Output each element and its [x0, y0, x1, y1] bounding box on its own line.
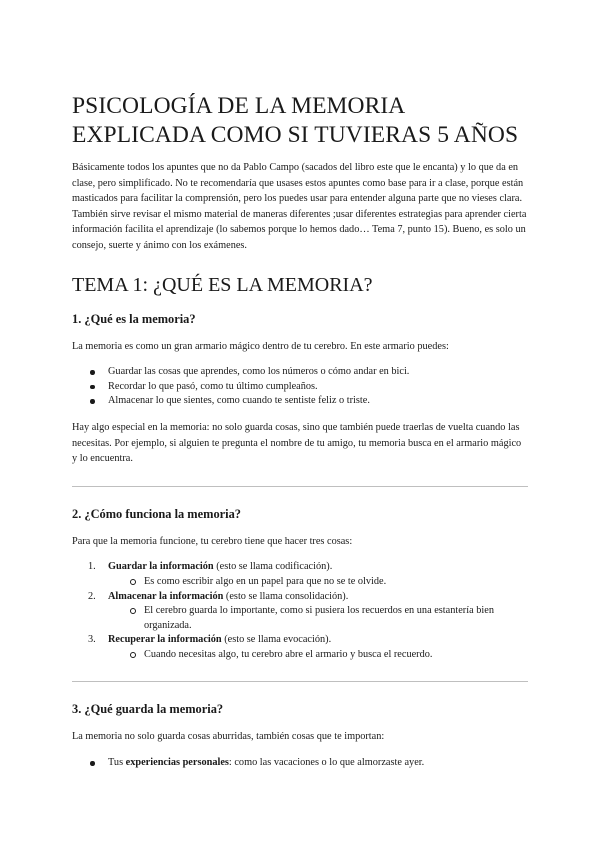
title-line-1: PSICOLOGÍA DE LA MEMORIA — [72, 93, 406, 119]
list-item: Almacenar lo que sientes, como cuando te sentiste feliz o triste. — [72, 394, 528, 409]
section-3-lead: La memoria no solo guarda cosas aburridas, también cosas que te importan: — [72, 731, 385, 743]
list-item — [72, 756, 528, 771]
list-item — [72, 590, 528, 634]
title-line-2: EXPLICADA COMO SI TUVIERAS 5 AÑOS — [72, 122, 519, 148]
list-number: 2. — [88, 590, 96, 602]
section-2-lead: Para que la memoria funcione, tu cerebro tiene que hacer tres cosas: — [72, 535, 353, 547]
section-3-bullet-list — [72, 756, 528, 771]
bullet-bold-term: experiencias personales — [125, 757, 229, 769]
list-item: Guardar las cosas que aprendes, como los números o cómo andar en bici. — [72, 365, 528, 380]
step-title: Recuperar la información — [108, 634, 222, 646]
section-1-lead: La memoria es como un gran armario mágico dentro de tu cerebro. En este armario puedes: — [72, 340, 449, 352]
step-title: Guardar la información — [108, 561, 214, 573]
section-divider — [72, 486, 528, 487]
section-1-heading: 1. ¿Qué es la memoria? — [72, 311, 196, 326]
list-item: Recordar lo que pasó, como tu último cumpleaños. — [72, 380, 528, 395]
section-2-numbered-list — [72, 560, 528, 662]
list-number: 1. — [88, 561, 96, 573]
step-note: (esto se llama consolidación). — [223, 590, 349, 602]
step-title: Almacenar la información — [108, 590, 224, 602]
section-divider — [72, 681, 528, 682]
section-1-bullet-list — [72, 365, 528, 409]
sub-list-item: Cuando necesitas algo, tu cerebro abre el armario y busca el recuerdo. — [108, 648, 528, 663]
bullet-rest: : como las vacaciones o lo que almorzaste ayer. — [228, 757, 425, 769]
section-1-closing: Hay algo especial en la memoria: no solo guarda cosas, sino que también puede traerlas de vuelta cuando las necesitas. Por ejemplo, si alguien te pregunta el nombre de tu amigo, tu memoria busca en el armario mágico y lo encuentra. — [72, 421, 522, 465]
sub-list-item: El cerebro guarda lo importante, como si pusiera los recuerdos en una estantería bien organizada. — [108, 604, 528, 633]
document-title — [72, 92, 528, 150]
step-note: (esto se llama evocación). — [221, 634, 332, 646]
bullet-prefix: Tus — [108, 757, 126, 769]
section-2-heading: 2. ¿Cómo funciona la memoria? — [72, 506, 241, 521]
list-item — [72, 633, 528, 662]
tema-1-heading: TEMA 1: ¿QUÉ ES LA MEMORIA? — [72, 273, 373, 296]
sub-list-item: Es como escribir algo en un papel para que no se te olvide. — [108, 575, 528, 590]
document-body — [72, 92, 528, 771]
intro-paragraph: Básicamente todos los apuntes que no da Pablo Campo (sacados del libro este que le encanta) y lo que da en clase, pero simplificado. No te recomendaría que usases estos apuntes como base para ir a clase, porque están masticados para facilitar la comprensión, pero los puedes usar para entender alguna parte que no vieses clara. También sirve revisar el mismo material de maneras diferentes ;usar diferentes estrategias para aprender cierta información facilita el aprendizaje (lo sabemos porque lo hemos dado… Tema 7, punto 15). Bueno, es solo un consejo, suerte y ánimo con los exámenes. — [72, 162, 527, 251]
section-3-heading: 3. ¿Qué guarda la memoria? — [72, 702, 224, 717]
step-note: (esto se llama codificación). — [213, 561, 333, 573]
list-item — [72, 560, 528, 589]
list-number: 3. — [88, 634, 96, 646]
